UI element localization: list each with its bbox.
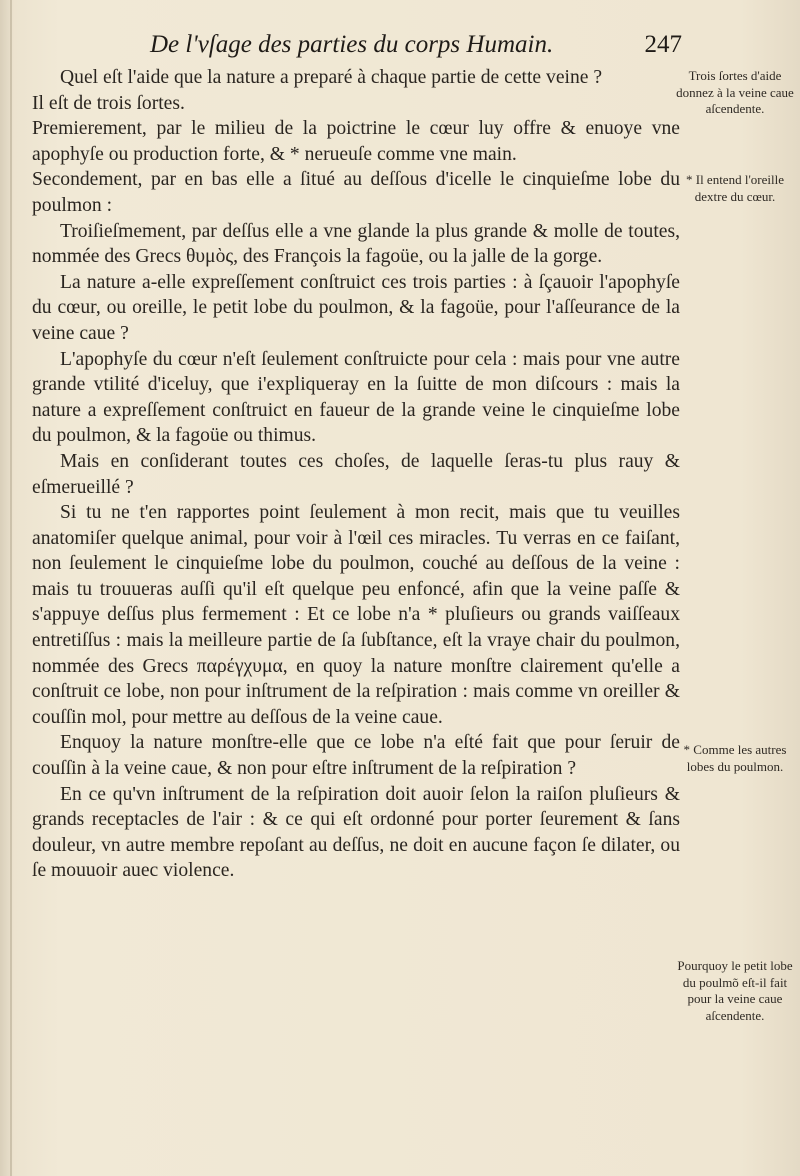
- margin-note: * Comme les autres lobes du poulmon.: [683, 742, 787, 774]
- paragraph: Si tu ne t'en rapportes point ſeulement à mon recit, mais que tu veuilles anatomiſer quelque animal, pour voir à l'œil ces miracles. Tu verras en ce faiſant, non ſeulement le cinquieſme lobe du poulmon, couché au deſſous de la veine : mais tu trouueras auſſi qu'il eſt quelque peu enfoncé, afin que la veine paſſe & s'appuye deſſus plus fermement : Et ce lobe n'a * pluſieurs ou grands vaiſſeaux entretiſſus : mais la meilleure partie de ſa ſubſtance, eſt la vraye chair du poulmon, nommée des Grecs παρέγχυμα, en quoy la nature monſtre clairement qu'elle a conſtruit ce lobe, non pour inſtrument de la reſpiration : mais comme vn oreiller & couſſin mol, pour mettre au deſſous de la veine caue.: [32, 502, 680, 728]
- paragraph: En ce qu'vn inſtrument de la reſpiration doit auoir ſelon la raiſon pluſieurs & grands receptacles de l'air : & ce qui eſt ordonné pour porter ſeurement & ſans douleur, vn autre membre repoſant au deſſus, ne doit en aucune façon ſe dilater, ou ſe mouuoir auec violence.: [32, 783, 680, 882]
- paragraph: Premierement, par le milieu de la poictrine le cœur luy offre & enuoye vne apophyſe ou production forte, & * nerueuſe comme vne main.: [32, 118, 680, 165]
- paragraph: L'apophyſe du cœur n'eſt ſeulement conſtruicte pour cela : mais pour vne autre grande vtilité d'iceluy, que i'expliqueray en la ſuitte de mon diſcours : mais la nature a expreſſement conſtruict en faueur de la grande veine le cinquieſme lobe du poulmon, & la fagoüe ou thimus.: [32, 348, 680, 447]
- paragraph: Mais en conſiderant toutes ces choſes, de laquelle ſeras-tu plus rauy & eſmerueillé ?: [32, 450, 680, 498]
- main-text-block: [32, 65, 680, 884]
- margin-note: Trois ſortes d'aide donnez à la veine caue aſcendente.: [676, 68, 794, 116]
- running-header: [150, 30, 690, 60]
- running-title: De l'vſage des parties du corps Humain.: [150, 31, 554, 58]
- paragraph: Troiſieſmement, par deſſus elle a vne glande la plus grande & molle de toutes, nommée des Grecs θυμὸς, des François la fagoüe, ou la jalle de la gorge.: [32, 220, 680, 268]
- margin-note: Pourquoy le petit lobe du poulmõ eſt-il fait pour la veine caue aſcendente.: [677, 958, 793, 1023]
- paragraph: Enquoy la nature monſtre-elle que ce lobe n'a eſté fait que pour ſeruir de couſſin à la veine caue, & non pour eſtre inſtrument de la reſpiration ?: [32, 732, 680, 780]
- binding-gutter: [10, 0, 12, 1176]
- paragraph: Il eſt de trois ſortes.: [32, 92, 185, 114]
- page-number: 247: [644, 31, 682, 58]
- margin-note: * Il entend l'oreille dextre du cœur.: [685, 172, 784, 204]
- paragraph: La nature a-elle expreſſement conſtruict ces trois parties : à ſçauoir l'apophyſe du cœur, ou oreille, le petit lobe du poulmon, & la fagoüe, pour l'aſſeurance de la veine caue ?: [32, 271, 680, 344]
- paragraph: Secondement, par en bas elle a ſitué au deſſous d'icelle le cinquieſme lobe du poulmon :: [32, 169, 680, 216]
- paragraph: Quel eſt l'aide que la nature a preparé à chaque partie de cette veine ?: [60, 67, 603, 88]
